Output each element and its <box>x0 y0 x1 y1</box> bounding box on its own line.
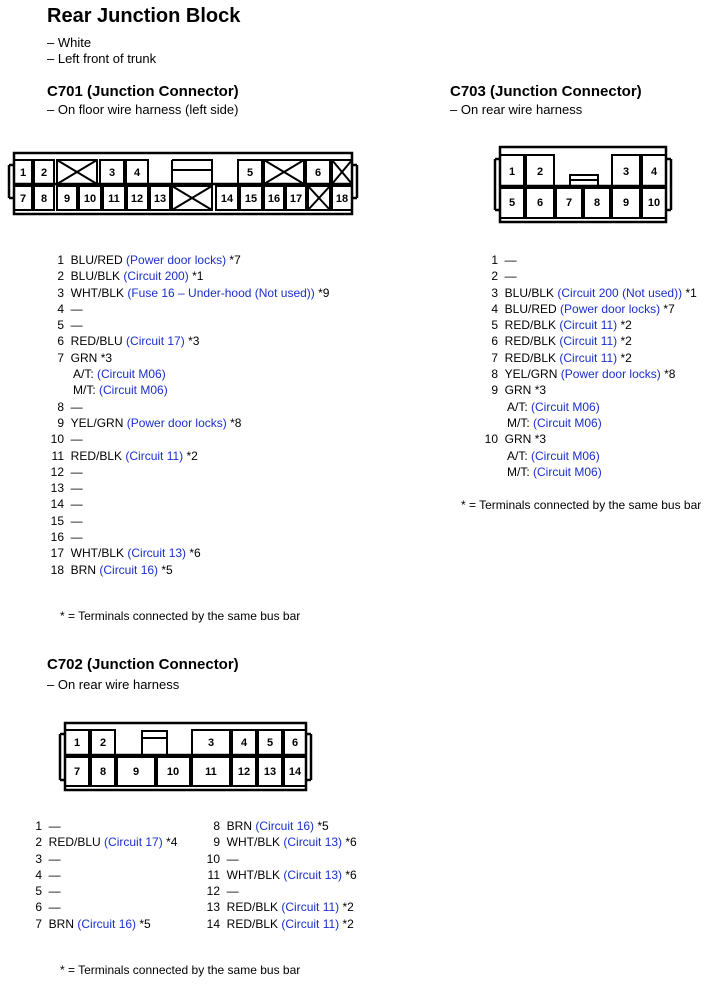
pin-row <box>44 285 329 301</box>
pin-number: 14 <box>50 497 64 512</box>
pin-number: 12 <box>206 884 220 899</box>
wire-color: — <box>70 399 83 414</box>
bus-bar-mark: *7 <box>229 253 241 267</box>
pin-row <box>44 399 329 415</box>
pin-row <box>44 496 329 512</box>
pin-row <box>200 883 357 899</box>
bus-bar-mark: *2 <box>620 318 632 333</box>
bus-bar-mark: *2 <box>620 350 632 365</box>
circuit-link[interactable]: (Circuit 200) <box>123 269 189 284</box>
pin-number: 5 <box>57 318 64 333</box>
c702-location: – On rear wire harness <box>47 677 180 692</box>
pin-number: 13 <box>206 900 220 915</box>
c702-terminal-12: 12 <box>237 766 251 778</box>
pin-number: 2 <box>491 269 498 284</box>
pin-number: 5 <box>491 318 498 333</box>
c701-connector <box>9 153 357 214</box>
c703-pin-list <box>478 252 697 480</box>
pin-row <box>22 883 177 899</box>
pin-number: 2 <box>35 835 42 850</box>
bus-bar-mark: *6 <box>345 835 357 850</box>
pin-row <box>44 333 329 349</box>
pin-sub-row <box>478 464 697 480</box>
c702-terminal-6: 6 <box>291 737 299 749</box>
c702-heading: C702 (Junction Connector) <box>47 656 239 673</box>
pin-row <box>478 268 697 284</box>
bus-bar-mark: *5 <box>317 819 329 833</box>
c702-terminal-8: 8 <box>99 766 107 778</box>
pin-row <box>22 818 177 834</box>
pin-row <box>478 285 697 301</box>
wire-color: RED/BLK <box>226 916 279 931</box>
pin-row <box>200 899 357 915</box>
c701-terminal-13: 13 <box>153 193 167 205</box>
bus-bar-mark: *4 <box>166 835 178 850</box>
wire-color: BLU/BLK <box>70 269 121 284</box>
pin-number: 18 <box>50 562 64 577</box>
c701-terminal-7: 7 <box>19 193 27 205</box>
pin-number: 13 <box>50 481 64 496</box>
pin-number: 8 <box>213 819 220 833</box>
circuit-link[interactable]: (Circuit M06) <box>97 367 166 382</box>
wire-color: BRN <box>226 819 253 833</box>
pin-number: 7 <box>57 350 64 365</box>
circuit-link[interactable]: (Circuit 17) <box>104 835 163 850</box>
wire-color: GRN <box>504 432 532 447</box>
bus-bar-mark: *8 <box>230 415 242 430</box>
bus-bar-mark: *2 <box>620 334 632 349</box>
wire-color: BLU/RED <box>70 253 123 267</box>
c703-terminal-6: 6 <box>536 197 544 209</box>
wire-color: RED/BLK <box>504 350 557 365</box>
wire-color: — <box>504 253 517 267</box>
pin-number: 16 <box>50 530 64 545</box>
wire-color: WHT/BLK <box>70 546 125 561</box>
wire-color: BLU/RED <box>504 301 557 316</box>
pin-number: 9 <box>57 415 64 430</box>
pin-number: 1 <box>57 253 64 267</box>
wire-color: — <box>70 497 83 512</box>
pin-row <box>22 916 177 932</box>
pin-number: 15 <box>50 513 64 528</box>
pin-row <box>478 382 697 398</box>
pin-row <box>200 851 357 867</box>
pin-number: 1 <box>35 819 42 833</box>
bus-bar-mark: *3 <box>534 383 547 398</box>
pin-row <box>44 415 329 431</box>
pin-row <box>44 301 329 317</box>
wire-color: — <box>70 432 83 447</box>
wire-color: — <box>70 464 83 479</box>
bus-bar-mark: *3 <box>100 350 113 365</box>
c703-terminal-7: 7 <box>565 197 573 209</box>
pin-row <box>478 350 697 366</box>
pin-number: 7 <box>35 916 42 931</box>
pin-number: 12 <box>50 464 64 479</box>
c702-terminal-3: 3 <box>207 737 215 749</box>
c701-location: – On floor wire harness (left side) <box>47 102 239 117</box>
pin-number: 5 <box>35 884 42 899</box>
circuit-link[interactable]: (Circuit M06) <box>531 399 600 414</box>
pin-number: 3 <box>491 285 498 300</box>
wire-color: GRN <box>504 383 532 398</box>
c703-terminal-8: 8 <box>593 197 601 209</box>
circuit-link[interactable]: (Circuit 16) <box>77 916 137 931</box>
c702-terminal-7: 7 <box>73 766 81 778</box>
pin-row <box>22 867 177 883</box>
circuit-link[interactable]: (Power door locks) <box>126 253 227 267</box>
c703-terminal-9: 9 <box>622 197 630 209</box>
pin-row <box>44 448 329 464</box>
circuit-link[interactable]: (Power door locks) <box>560 301 661 316</box>
c701-terminal-1: 1 <box>19 167 27 179</box>
bus-bar-mark: *2 <box>186 448 198 463</box>
wire-color: WHT/BLK <box>226 867 281 882</box>
bus-bar-mark: *3 <box>534 432 547 447</box>
pin-row <box>44 529 329 545</box>
wire-color: RED/BLK <box>504 318 557 333</box>
pin-number: 8 <box>491 367 498 382</box>
c701-terminal-3: 3 <box>108 167 116 179</box>
bus-bar-mark: *2 <box>342 916 354 931</box>
pin-number: 8 <box>57 399 64 414</box>
circuit-link[interactable]: (Circuit 16) <box>255 819 315 833</box>
pin-number: 4 <box>491 301 498 316</box>
wire-color: WHT/BLK <box>70 285 125 300</box>
circuit-link[interactable]: (Circuit 11) <box>281 900 340 915</box>
pin-number: 6 <box>57 334 64 349</box>
pin-number: 1 <box>491 253 498 267</box>
circuit-link[interactable]: (Circuit 11) <box>559 350 618 365</box>
pin-row <box>22 899 177 915</box>
wire-color: — <box>70 530 83 545</box>
pin-number: 11 <box>207 867 220 882</box>
wire-color: YEL/GRN <box>70 415 124 430</box>
wire-color: — <box>48 851 61 866</box>
pin-number: 4 <box>35 867 42 882</box>
wire-color: — <box>48 819 61 833</box>
wire-color: — <box>226 851 239 866</box>
circuit-link[interactable]: (Power door locks) <box>560 367 661 382</box>
wire-color: BLU/BLK <box>504 285 555 300</box>
circuit-link[interactable]: (Circuit M06) <box>533 464 602 479</box>
c701-terminal-5: 5 <box>246 167 254 179</box>
wire-color: — <box>70 318 83 333</box>
pin-number: 17 <box>50 546 64 561</box>
wire-color: BRN <box>70 562 97 577</box>
c702-terminal-2: 2 <box>99 737 107 749</box>
c701-terminal-15: 15 <box>244 193 258 205</box>
c702-terminal-14: 14 <box>288 766 302 778</box>
pin-row <box>200 834 357 850</box>
pin-number: 9 <box>213 835 220 850</box>
c703-terminal-2: 2 <box>536 166 544 178</box>
pin-row <box>478 252 697 268</box>
bus-bar-mark: *6 <box>345 867 357 882</box>
c701-terminal-18: 18 <box>335 193 349 205</box>
c701-heading: C701 (Junction Connector) <box>47 83 239 100</box>
pin-sub-row <box>44 366 329 382</box>
wire-color: RED/BLU <box>70 334 123 349</box>
pin-row <box>478 317 697 333</box>
circuit-link[interactable]: (Circuit 13) <box>283 867 343 882</box>
block-location: – Left front of trunk <box>47 51 157 66</box>
wire-color: GRN <box>70 350 98 365</box>
c702-terminal-10: 10 <box>166 766 180 778</box>
circuit-link[interactable]: (Fuse 16 – Under-hood (Not used)) <box>127 285 315 300</box>
bus-bar-mark: *5 <box>161 562 173 577</box>
circuit-link[interactable]: (Circuit 13) <box>127 546 187 561</box>
pin-number: 2 <box>57 269 64 284</box>
pin-number: 9 <box>491 383 498 398</box>
c703-terminal-10: 10 <box>647 197 661 209</box>
c701-bus-bar-note: * = Terminals connected by the same bus bar <box>60 609 301 623</box>
c702-terminal-11: 11 <box>205 766 217 778</box>
c701-terminal-14: 14 <box>220 193 234 205</box>
c703-terminal-3: 3 <box>622 166 630 178</box>
c703-terminal-4: 4 <box>650 166 658 178</box>
pin-row <box>44 317 329 333</box>
c703-location: – On rear wire harness <box>450 102 583 117</box>
circuit-link[interactable]: (Circuit 16) <box>99 562 159 577</box>
c701-terminal-11: 11 <box>108 193 120 205</box>
c703-terminal-1: 1 <box>508 166 516 178</box>
c702-connector <box>60 723 311 790</box>
bus-bar-mark: *3 <box>188 334 200 349</box>
transmission-label: A/T: <box>73 367 94 382</box>
pin-row <box>200 818 357 834</box>
wire-color: RED/BLU <box>48 835 101 850</box>
pin-sub-row <box>44 382 329 398</box>
c703-connector <box>495 147 671 222</box>
pin-row <box>44 268 329 284</box>
wire-color: WHT/BLK <box>226 835 281 850</box>
c702-terminal-5: 5 <box>266 737 274 749</box>
pin-number: 10 <box>484 432 498 447</box>
circuit-link[interactable]: (Power door locks) <box>126 415 227 430</box>
wire-color: — <box>70 481 83 496</box>
pin-number: 10 <box>50 432 64 447</box>
bus-bar-mark: *8 <box>664 367 676 382</box>
circuit-link[interactable]: (Circuit M06) <box>531 448 600 463</box>
pin-row <box>478 366 697 382</box>
pin-row <box>44 562 329 578</box>
c701-terminal-8: 8 <box>40 193 48 205</box>
c702-terminal-9: 9 <box>132 766 140 778</box>
pin-sub-row <box>478 399 697 415</box>
pin-number: 14 <box>206 916 220 931</box>
pin-row <box>44 513 329 529</box>
transmission-label: A/T: <box>507 399 528 414</box>
pin-number: 4 <box>57 301 64 316</box>
c701-terminal-9: 9 <box>63 193 71 205</box>
pin-row <box>200 916 357 932</box>
wire-color: — <box>226 884 239 899</box>
page-title: Rear Junction Block <box>47 5 241 27</box>
circuit-link[interactable]: (Circuit M06) <box>533 415 602 430</box>
pin-number: 3 <box>57 285 64 300</box>
transmission-label: M/T: <box>507 464 530 479</box>
circuit-link[interactable]: (Circuit M06) <box>99 383 168 398</box>
circuit-link[interactable]: (Circuit 11) <box>559 318 618 333</box>
c703-terminal-5: 5 <box>508 197 516 209</box>
wire-color: — <box>70 301 83 316</box>
c703-bus-bar-note: * = Terminals connected by the same bus bar <box>461 498 702 512</box>
wire-color: YEL/GRN <box>504 367 558 382</box>
circuit-link[interactable]: (Circuit 17) <box>126 334 185 349</box>
pin-row <box>44 350 329 366</box>
wire-color: RED/BLK <box>70 448 123 463</box>
c702-terminal-1: 1 <box>73 737 81 749</box>
circuit-link[interactable]: (Circuit 11) <box>281 916 340 931</box>
c701-terminal-10: 10 <box>83 193 97 205</box>
transmission-label: A/T: <box>507 448 528 463</box>
circuit-link[interactable]: (Circuit 11) <box>559 334 618 349</box>
bus-bar-mark: *2 <box>342 900 354 915</box>
pin-number: 6 <box>491 334 498 349</box>
transmission-label: M/T: <box>507 415 530 430</box>
c702-terminal-4: 4 <box>240 737 248 749</box>
c702-pin-list-right <box>200 818 357 932</box>
c702-pin-list-left <box>22 818 177 932</box>
pin-number: 11 <box>51 448 64 463</box>
c701-terminal-2: 2 <box>40 167 48 179</box>
c701-terminal-17: 17 <box>289 193 303 205</box>
pin-row <box>478 431 697 447</box>
pin-row <box>44 431 329 447</box>
transmission-label: M/T: <box>73 383 96 398</box>
pin-number: 6 <box>35 900 42 915</box>
wire-color: — <box>70 513 83 528</box>
bus-bar-mark: *6 <box>189 546 201 561</box>
circuit-link[interactable]: (Circuit 200 (Not used)) <box>557 285 683 300</box>
pin-number: 3 <box>35 851 42 866</box>
wire-color: — <box>504 269 517 284</box>
c701-terminal-16: 16 <box>267 193 281 205</box>
pin-row <box>22 851 177 867</box>
wire-color: RED/BLK <box>504 334 557 349</box>
pin-row <box>22 834 177 850</box>
wire-color: — <box>48 900 61 915</box>
pin-number: 10 <box>206 851 220 866</box>
pin-row <box>478 333 697 349</box>
pin-row <box>44 480 329 496</box>
circuit-link[interactable]: (Circuit 11) <box>125 448 184 463</box>
wire-color: RED/BLK <box>226 900 279 915</box>
c701-terminal-12: 12 <box>130 193 144 205</box>
bus-bar-mark: *1 <box>192 269 204 284</box>
c702-terminal-13: 13 <box>263 766 277 778</box>
bus-bar-mark: *5 <box>139 916 151 931</box>
wire-color: — <box>48 867 61 882</box>
pin-number: 7 <box>491 350 498 365</box>
block-color: – White <box>47 35 92 50</box>
bus-bar-mark: *7 <box>663 301 675 316</box>
circuit-link[interactable]: (Circuit 13) <box>283 835 343 850</box>
pin-row <box>200 867 357 883</box>
pin-row <box>44 252 329 268</box>
bus-bar-mark: *9 <box>318 285 330 300</box>
c703-heading: C703 (Junction Connector) <box>450 83 642 100</box>
bus-bar-mark: *1 <box>685 285 697 300</box>
pin-sub-row <box>478 448 697 464</box>
c701-terminal-6: 6 <box>314 167 322 179</box>
pin-row <box>478 301 697 317</box>
pin-row <box>44 545 329 561</box>
c701-terminal-4: 4 <box>133 167 141 179</box>
c702-bus-bar-note: * = Terminals connected by the same bus bar <box>60 963 301 977</box>
pin-sub-row <box>478 415 697 431</box>
pin-row <box>44 464 329 480</box>
wire-color: BRN <box>48 916 75 931</box>
c701-pin-list <box>44 252 329 578</box>
wire-color: — <box>48 884 61 899</box>
